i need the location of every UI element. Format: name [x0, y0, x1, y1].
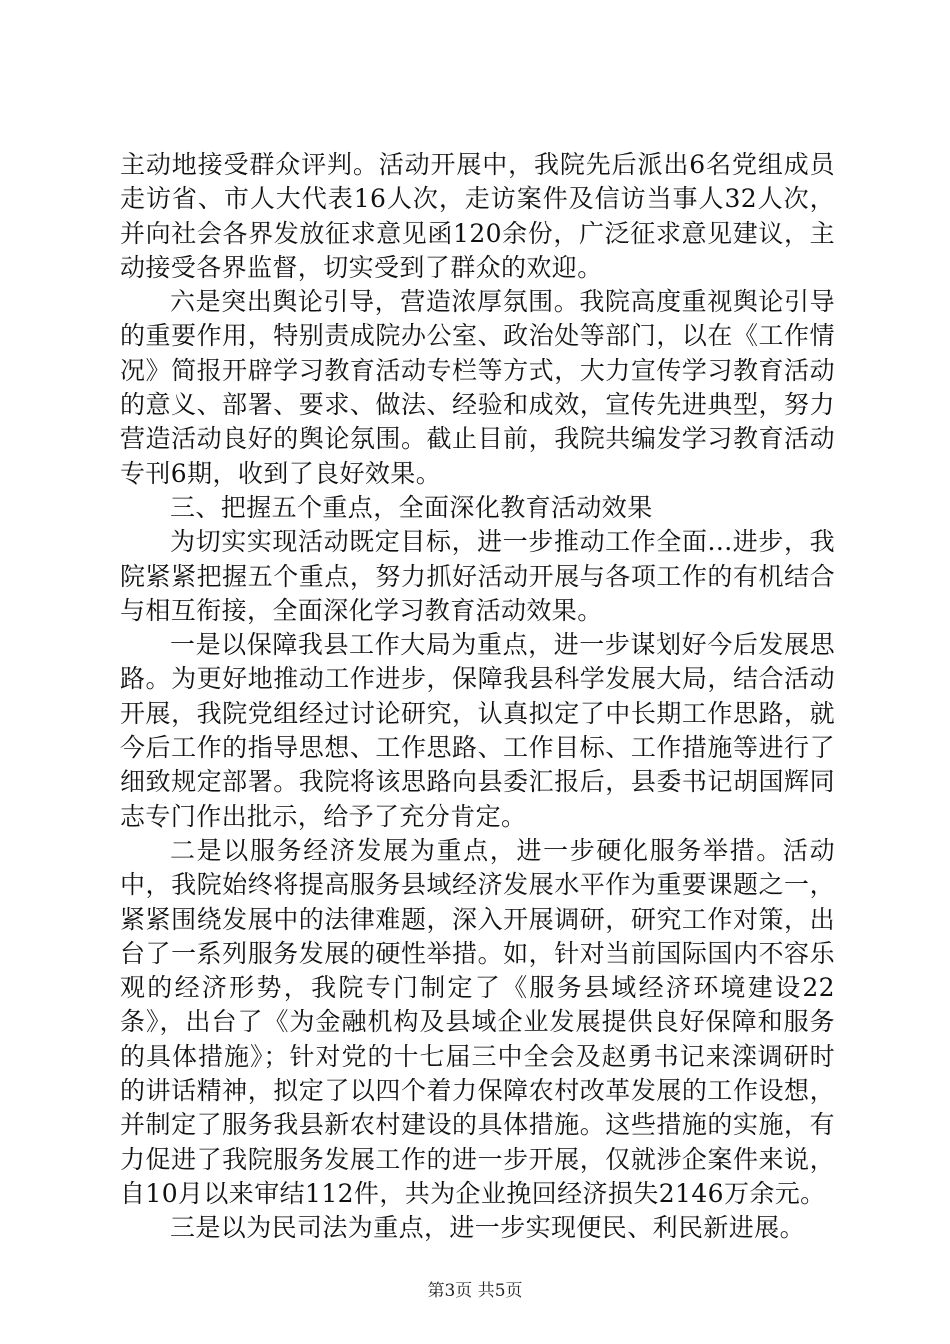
paragraph-5: 二是以服务经济发展为重点，进一步硬化服务举措。活动中，我院始终将提高服务县域经济发展水平作为重要课题之一，紧紧围绕发展中的法律难题，深入开展调研，研究工作对策，出台了一系列服务发展的硬性举措。如，针对当前国际国内不容乐观的经济形势，我院专门制定了《服务县域经济环境建设22条》，出台了《为金融机构及县域企业发展提供良好保障和服务的具体措施》；针对党的十七届三中全会及赵勇书记来滦调研时的讲话精神，拟定了以四个着力保障农村改革发展的工作设想，并制定了服务我县新农村建设的具体措施。这些措施的实施，有力促进了我院服务发展工作的进一步开展，仅就涉企案件来说，自10月以来审结112件，共为企业挽回经济损失2146万余元。	[120, 835, 835, 1208]
paragraph-4: 一是以保障我县工作大局为重点，进一步谋划好今后发展思路。为更好地推动工作进步，保障我县科学发展大局，结合活动开展，我院党组经过讨论研究，认真拟定了中长期工作思路，就今后工作的指导思想、工作思路、工作目标、工作措施等进行了细致规定部署。我院将该思路向县委汇报后，县委书记胡国辉同志专门作出批示，给予了充分肯定。	[120, 630, 835, 831]
paragraph-3: 为切实实现活动既定目标，进一步推动工作全面...进步，我院紧紧把握五个重点，努力抓好活动开展与各项工作的有机结合与相互衔接，全面深化学习教育活动效果。	[120, 527, 835, 625]
paragraph-6: 三是以为民司法为重点，进一步实现便民、利民新进展。	[170, 1213, 806, 1243]
paragraph-2: 六是突出舆论引导，营造浓厚氛围。我院高度重视舆论引导的重要作用，特别责成院办公室、政治处等部门，以在《工作情况》简报开辟学习教育活动专栏等方式，大力宣传学习教育活动的意义、部署、要求、做法、经验和成效，宣传先进典型，努力营造活动良好的舆论氛围。截止目前，我院共编发学习教育活动专刊6期，收到了良好效果。	[120, 287, 835, 488]
document-body	[120, 148, 835, 1246]
paragraph-1: 主动地接受群众评判。活动开展中，我院先后派出6名党组成员走访省、市人大代表16人次，走访案件及信访当事人32人次，并向社会各界发放征求意见函120余份，广泛征求意见建议，主动接受各界监督，切实受到了群众的欢迎。	[120, 150, 835, 282]
page-number-footer: 第3页 共5页	[427, 1281, 523, 1301]
section-heading: 三、把握五个重点，全面深化教育活动效果	[170, 492, 653, 522]
